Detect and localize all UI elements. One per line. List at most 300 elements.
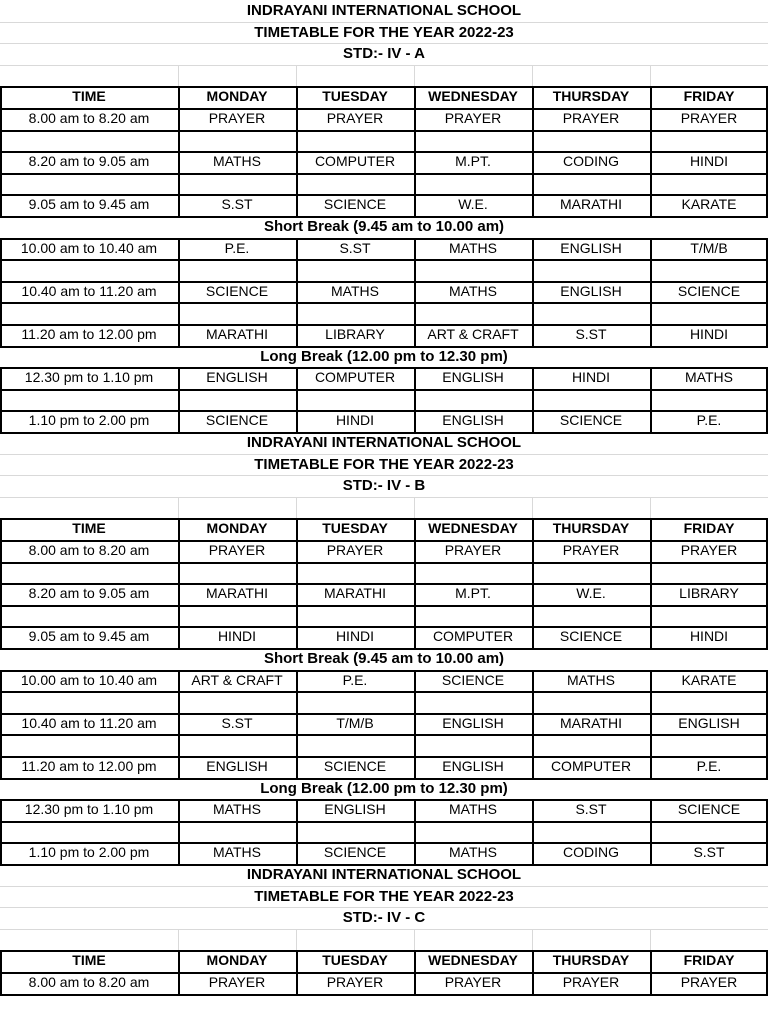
friday-cell: T/M/B [690, 239, 728, 256]
table-border [532, 130, 534, 152]
monday-cell: SCIENCE [205, 282, 269, 299]
thursday-cell: MATHS [567, 671, 615, 688]
tuesday-cell: PRAYER [326, 110, 384, 126]
table-border [0, 367, 2, 389]
grid-line [650, 497, 651, 519]
time-cell: 1.10 pm to 2.00 pm [28, 844, 150, 861]
thursday-cell: SCIENCE [559, 412, 623, 429]
table-border [532, 670, 534, 692]
table-border [650, 626, 652, 648]
friday-cell: SCIENCE [677, 282, 741, 299]
tuesday-cell: PRAYER [326, 542, 384, 558]
thursday-cell: MARATHI [560, 714, 622, 731]
monday-cell: ENGLISH [206, 758, 268, 774]
grid-line [178, 497, 179, 519]
table-border [650, 302, 652, 324]
table-row [0, 670, 768, 692]
table-border [650, 972, 652, 994]
time-cell: 8.20 am to 9.05 am [28, 153, 150, 170]
monday-cell: MATHS [213, 844, 261, 861]
table-border [0, 605, 768, 607]
friday-cell: HINDI [689, 153, 729, 170]
class-standard: STD:- IV - C [342, 909, 426, 927]
table-border [178, 324, 180, 346]
table-border [0, 605, 2, 627]
table-border [178, 799, 180, 821]
table-border [414, 302, 416, 324]
monday-cell: SCIENCE [205, 412, 269, 429]
table-border [532, 756, 534, 778]
table-border [650, 238, 652, 260]
friday-cell: P.E. [696, 412, 722, 429]
table-border [0, 842, 2, 864]
header-row [0, 518, 768, 540]
tuesday-cell: T/M/B [336, 714, 374, 731]
grid-line [296, 497, 297, 519]
table-row [0, 194, 768, 216]
grid-line [178, 929, 179, 951]
table-border [178, 130, 180, 152]
table-border [532, 691, 534, 713]
table-border [532, 540, 534, 562]
table-border [0, 173, 2, 195]
table-border [650, 173, 652, 195]
friday-cell: LIBRARY [679, 585, 739, 602]
tuesday-cell: MARATHI [324, 585, 386, 602]
table-border [178, 151, 180, 173]
table-border [532, 972, 534, 994]
table-border [296, 130, 298, 152]
table-border [532, 194, 534, 216]
table-border [178, 540, 180, 562]
table-border [296, 670, 298, 692]
table-border [650, 670, 652, 692]
table-border [532, 518, 534, 540]
table-border [650, 583, 652, 605]
time-cell: 12.30 pm to 1.10 pm [24, 801, 154, 818]
table-row [0, 713, 768, 735]
header-tuesday: TUESDAY [322, 88, 388, 105]
class-standard: STD:- IV - B [342, 477, 426, 495]
header-wednesday: WEDNESDAY [428, 952, 518, 969]
monday-cell: MARATHI [206, 326, 268, 342]
table-row [0, 324, 768, 346]
table-border [0, 756, 2, 778]
wednesday-cell: PRAYER [444, 974, 502, 990]
thursday-cell: MARATHI [560, 196, 622, 213]
table-row [0, 410, 768, 432]
table-border [414, 281, 416, 303]
table-border [650, 259, 652, 281]
friday-cell: S.ST [693, 844, 725, 861]
table-border [296, 972, 298, 994]
table-row [0, 367, 768, 389]
table-border [650, 756, 652, 778]
table-border [178, 562, 180, 584]
tuesday-cell: PRAYER [326, 974, 384, 990]
wednesday-cell: MATHS [449, 282, 497, 299]
table-border [414, 626, 416, 648]
wednesday-cell: SCIENCE [441, 671, 505, 688]
table-border [178, 734, 180, 756]
table-row [0, 972, 768, 994]
header-friday: FRIDAY [683, 520, 735, 537]
friday-cell: MATHS [685, 369, 733, 386]
table-border [296, 821, 298, 843]
table-border [296, 842, 298, 864]
grid-line [0, 497, 768, 498]
table-border [296, 238, 298, 260]
table-border [532, 86, 534, 108]
time-cell: 8.00 am to 8.20 am [28, 110, 150, 126]
table-border [414, 194, 416, 216]
table-border [650, 367, 652, 389]
table-border [414, 756, 416, 778]
school-name: INDRAYANI INTERNATIONAL SCHOOL [246, 2, 522, 19]
table-border [178, 605, 180, 627]
tuesday-cell: ENGLISH [324, 801, 386, 818]
table-border [178, 86, 180, 108]
table-border [650, 821, 652, 843]
table-border [650, 691, 652, 713]
table-border [296, 691, 298, 713]
header-friday: FRIDAY [683, 88, 735, 105]
table-border [414, 151, 416, 173]
table-border [414, 238, 416, 260]
monday-cell: HINDI [217, 628, 257, 645]
table-border [178, 173, 180, 195]
friday-cell: ENGLISH [678, 714, 740, 731]
header-time: TIME [72, 88, 106, 105]
table-border [414, 389, 416, 411]
thursday-cell: ENGLISH [560, 282, 622, 299]
wednesday-cell: M.PT. [455, 153, 491, 170]
tuesday-cell: LIBRARY [325, 326, 385, 342]
wednesday-cell: COMPUTER [432, 628, 514, 645]
table-border [296, 583, 298, 605]
table-border [650, 389, 652, 411]
friday-cell: SCIENCE [677, 801, 741, 818]
table-border [532, 842, 534, 864]
table-border [0, 821, 768, 823]
table-border [414, 605, 416, 627]
table-row [0, 626, 768, 648]
table-border [532, 367, 534, 389]
time-cell: 12.30 pm to 1.10 pm [24, 369, 154, 386]
timetable-title: TIMETABLE FOR THE YEAR 2022-23 [254, 455, 514, 473]
table-border [178, 583, 180, 605]
friday-cell: KARATE [681, 196, 737, 213]
table-border [178, 950, 180, 972]
table-border [296, 410, 298, 432]
monday-cell: ENGLISH [206, 369, 268, 386]
table-border [0, 259, 2, 281]
table-border [414, 562, 416, 584]
header-tuesday: TUESDAY [322, 520, 388, 537]
thursday-cell: PRAYER [562, 110, 620, 126]
table-border [296, 324, 298, 346]
wednesday-cell: PRAYER [444, 542, 502, 558]
table-border [0, 518, 2, 540]
friday-cell: KARATE [681, 671, 737, 688]
table-border [650, 410, 652, 432]
friday-cell: P.E. [696, 758, 722, 774]
timetable-title: TIMETABLE FOR THE YEAR 2022-23 [254, 23, 514, 41]
time-cell: 10.00 am to 10.40 am [20, 239, 158, 256]
table-border [296, 756, 298, 778]
monday-cell: PRAYER [208, 542, 266, 558]
table-border [0, 713, 2, 735]
grid-line [414, 497, 415, 519]
table-border [532, 108, 534, 130]
table-border [414, 734, 416, 756]
table-border [296, 194, 298, 216]
header-wednesday: WEDNESDAY [428, 88, 518, 105]
short-break-row: Short Break (9.45 am to 10.00 am) [263, 218, 505, 235]
table-border [296, 173, 298, 195]
table-border [0, 302, 2, 324]
table-border [650, 562, 652, 584]
table-border [178, 972, 180, 994]
table-border [0, 734, 2, 756]
table-border [0, 994, 768, 996]
table-border [532, 821, 534, 843]
time-cell: 10.00 am to 10.40 am [20, 671, 158, 688]
table-border [178, 842, 180, 864]
table-border [0, 540, 2, 562]
monday-cell: MATHS [213, 801, 261, 818]
header-thursday: THURSDAY [552, 520, 630, 537]
friday-cell: PRAYER [680, 974, 738, 990]
grid-line [532, 497, 533, 519]
table-border [650, 194, 652, 216]
wednesday-cell: ENGLISH [442, 369, 504, 386]
table-border [650, 540, 652, 562]
table-border [296, 950, 298, 972]
table-border [0, 151, 2, 173]
table-border [178, 108, 180, 130]
table-border [0, 670, 2, 692]
table-border [296, 302, 298, 324]
table-border [296, 86, 298, 108]
table-border [178, 626, 180, 648]
table-border [178, 410, 180, 432]
table-border [414, 130, 416, 152]
table-border [414, 799, 416, 821]
table-border [532, 281, 534, 303]
table-border [650, 151, 652, 173]
thursday-cell: ENGLISH [560, 239, 622, 256]
table-border [296, 108, 298, 130]
long-break-row: Long Break (12.00 pm to 12.30 pm) [260, 779, 508, 797]
wednesday-cell: ENGLISH [442, 412, 504, 429]
table-border [0, 389, 768, 391]
wednesday-cell: ART & CRAFT [427, 326, 519, 342]
monday-cell: MARATHI [206, 585, 268, 602]
grid-line [178, 65, 179, 87]
table-border [414, 950, 416, 972]
thursday-cell: CODING [563, 153, 619, 170]
header-time: TIME [72, 952, 106, 969]
table-border [178, 670, 180, 692]
monday-cell: PRAYER [208, 110, 266, 126]
table-row [0, 842, 768, 864]
table-border [414, 518, 416, 540]
table-border [532, 583, 534, 605]
table-border [296, 626, 298, 648]
school-name: INDRAYANI INTERNATIONAL SCHOOL [246, 866, 522, 883]
grid-line [650, 929, 651, 951]
table-border [532, 259, 534, 281]
table-border [296, 562, 298, 584]
wednesday-cell: PRAYER [444, 110, 502, 126]
table-row [0, 583, 768, 605]
table-border [414, 410, 416, 432]
time-cell: 11.20 am to 12.00 pm [21, 326, 157, 342]
thursday-cell: S.ST [575, 801, 607, 818]
table-border [532, 605, 534, 627]
friday-cell: PRAYER [680, 110, 738, 126]
table-border [178, 367, 180, 389]
grid-line [532, 65, 533, 87]
tuesday-cell: COMPUTER [314, 153, 396, 170]
table-row [0, 238, 768, 260]
monday-cell: P.E. [224, 239, 250, 256]
short-break-row: Short Break (9.45 am to 10.00 am) [263, 650, 505, 667]
table-border [296, 281, 298, 303]
table-border [296, 734, 298, 756]
table-border [0, 302, 768, 304]
table-border [532, 302, 534, 324]
table-border [0, 562, 2, 584]
table-row [0, 540, 768, 562]
table-border [650, 605, 652, 627]
time-cell: 9.05 am to 9.45 am [28, 628, 150, 645]
grid-line [0, 929, 768, 930]
table-border [296, 540, 298, 562]
table-border [414, 583, 416, 605]
table-border [178, 389, 180, 411]
wednesday-cell: MATHS [449, 844, 497, 861]
table-border [178, 756, 180, 778]
table-border [532, 410, 534, 432]
table-border [0, 108, 2, 130]
table-border [650, 130, 652, 152]
grid-line [414, 929, 415, 951]
table-border [0, 324, 2, 346]
table-border [532, 799, 534, 821]
table-border [532, 950, 534, 972]
header-friday: FRIDAY [683, 952, 735, 969]
table-border [0, 691, 768, 693]
table-border [0, 691, 2, 713]
table-border [532, 173, 534, 195]
table-border [414, 324, 416, 346]
wednesday-cell: MATHS [449, 239, 497, 256]
friday-cell: PRAYER [680, 542, 738, 558]
header-thursday: THURSDAY [552, 952, 630, 969]
table-border [414, 713, 416, 735]
tuesday-cell: MATHS [331, 282, 379, 299]
table-border [532, 734, 534, 756]
table-border [532, 713, 534, 735]
table-border [414, 821, 416, 843]
class-standard: STD:- IV - A [343, 45, 425, 63]
table-border [0, 259, 768, 261]
school-name: INDRAYANI INTERNATIONAL SCHOOL [246, 434, 522, 451]
monday-cell: MATHS [213, 153, 261, 170]
table-row [0, 108, 768, 130]
wednesday-cell: ENGLISH [442, 714, 504, 731]
table-row [0, 799, 768, 821]
table-border [650, 842, 652, 864]
thursday-cell: PRAYER [562, 542, 620, 558]
table-border [414, 842, 416, 864]
table-border [650, 713, 652, 735]
table-border [532, 238, 534, 260]
table-border [296, 259, 298, 281]
tuesday-cell: SCIENCE [323, 844, 387, 861]
table-border [532, 562, 534, 584]
wednesday-cell: W.E. [458, 196, 488, 213]
monday-cell: S.ST [221, 714, 253, 731]
grid-line [414, 65, 415, 87]
tuesday-cell: COMPUTER [314, 369, 396, 386]
table-border [650, 950, 652, 972]
table-row [0, 151, 768, 173]
table-border [178, 691, 180, 713]
time-cell: 1.10 pm to 2.00 pm [28, 412, 150, 429]
table-border [0, 130, 768, 132]
time-cell: 10.40 am to 11.20 am [21, 282, 157, 299]
table-border [0, 583, 2, 605]
table-border [0, 194, 2, 216]
table-border [414, 670, 416, 692]
header-monday: MONDAY [206, 952, 268, 969]
timetable-title: TIMETABLE FOR THE YEAR 2022-23 [254, 887, 514, 905]
grid-line [650, 65, 651, 87]
table-border [414, 173, 416, 195]
monday-cell: PRAYER [208, 974, 266, 990]
table-border [532, 626, 534, 648]
header-time: TIME [72, 520, 106, 537]
table-border [0, 626, 2, 648]
thursday-cell: W.E. [576, 585, 606, 602]
table-border [0, 972, 2, 994]
grid-line [532, 929, 533, 951]
header-row [0, 950, 768, 972]
time-cell: 8.20 am to 9.05 am [28, 585, 150, 602]
grid-line [296, 929, 297, 951]
wednesday-cell: M.PT. [455, 585, 491, 602]
table-border [178, 821, 180, 843]
table-border [532, 151, 534, 173]
header-tuesday: TUESDAY [322, 952, 388, 969]
table-border [650, 734, 652, 756]
wednesday-cell: ENGLISH [442, 758, 504, 774]
table-border [296, 151, 298, 173]
table-border [0, 799, 2, 821]
tuesday-cell: P.E. [342, 671, 368, 688]
time-cell: 10.40 am to 11.20 am [21, 714, 157, 731]
table-border [532, 389, 534, 411]
time-cell: 8.00 am to 8.20 am [28, 974, 150, 990]
table-border [414, 972, 416, 994]
header-wednesday: WEDNESDAY [428, 520, 518, 537]
header-thursday: THURSDAY [552, 88, 630, 105]
grid-line [296, 65, 297, 87]
table-border [296, 518, 298, 540]
